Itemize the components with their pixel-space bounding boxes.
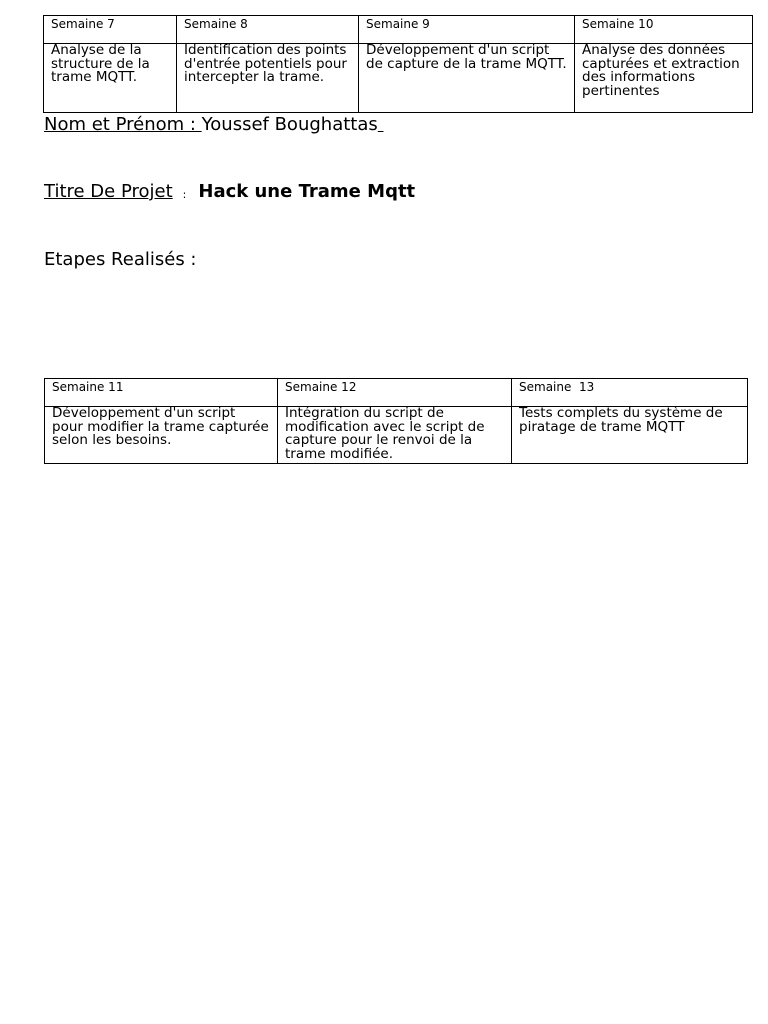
week-9-header: Semaine 9 <box>359 16 575 44</box>
weeks-11-13-table <box>44 378 748 464</box>
table-row <box>45 407 748 464</box>
week-10-task: Analyse des données capturées et extraction des informations pertinentes <box>575 44 753 113</box>
table-row <box>44 44 753 113</box>
week-11-header: Semaine 11 <box>45 379 278 407</box>
table-header-row <box>44 16 753 44</box>
student-name-line <box>44 114 383 135</box>
weeks-7-10-table <box>43 15 753 113</box>
week-13-header: Semaine 13 <box>512 379 748 407</box>
week-8-header: Semaine 8 <box>177 16 359 44</box>
week-10-header: Semaine 10 <box>575 16 753 44</box>
project-colon: : <box>182 188 187 201</box>
project-label: Titre De Projet <box>44 181 173 202</box>
project-title-line <box>44 181 415 202</box>
week-7-header: Semaine 7 <box>44 16 177 44</box>
name-label: Nom et Prénom : <box>44 114 202 135</box>
week-9-task: Développement d'un script de capture de la trame MQTT. <box>359 44 575 113</box>
week-12-task: Intégration du script de modification avec le script de capture pour le renvoi de la trame modifiée. <box>278 407 512 464</box>
table-header-row <box>45 379 748 407</box>
week-13-task: Tests complets du système de piratage de trame MQTT <box>512 407 748 464</box>
project-title: Hack une Trame Mqtt <box>198 181 416 202</box>
name-value-text: Youssef Boughattas <box>201 114 378 135</box>
week-12-header: Semaine 12 <box>278 379 512 407</box>
week-8-task: Identification des points d'entrée potentiels pour intercepter la trame. <box>177 44 359 113</box>
name-value <box>202 114 384 135</box>
week-7-task: Analyse de la structure de la trame MQTT. <box>44 44 177 113</box>
week-11-task: Développement d'un script pour modifier la trame capturée selon les besoins. <box>45 407 278 464</box>
steps-heading: Etapes Realisés : <box>44 249 197 270</box>
